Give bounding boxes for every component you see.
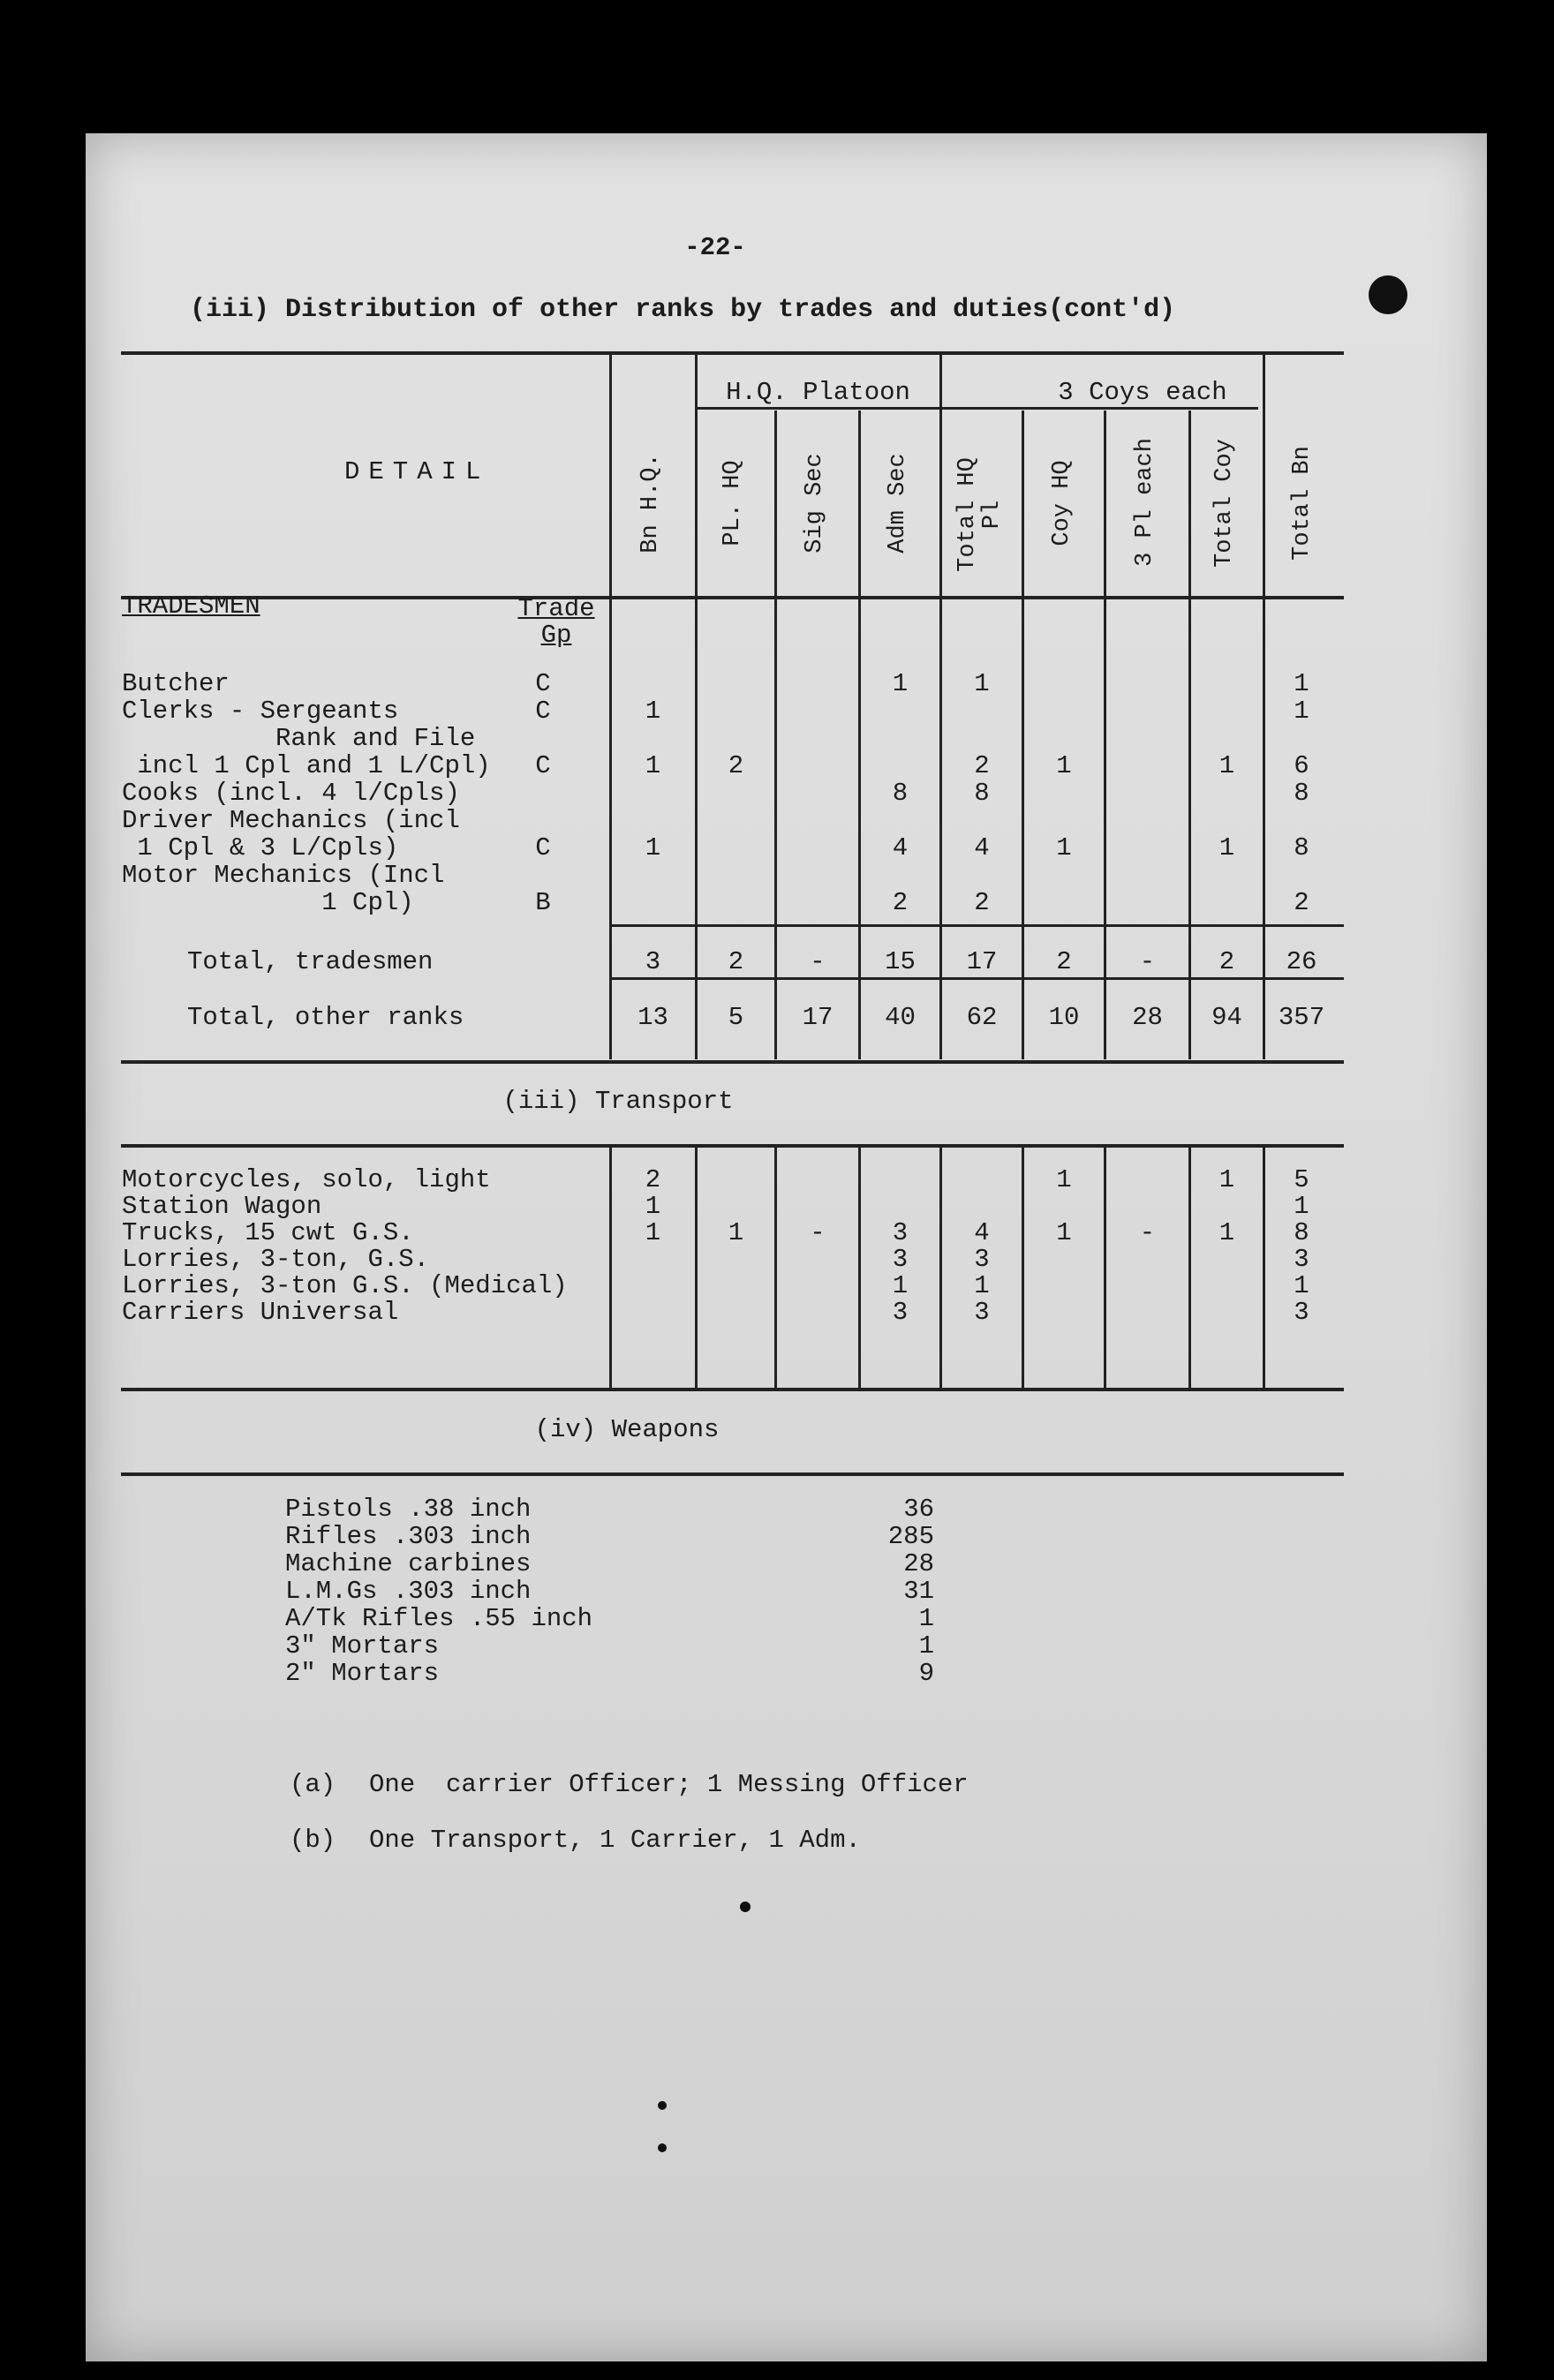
weapon-count: 28 <box>903 1549 934 1578</box>
total-tradesmen-cell: 2 <box>728 947 744 976</box>
table-cell: 1 <box>1294 669 1309 698</box>
transport-cell: 1 <box>1056 1165 1072 1194</box>
weapons-heading: (iv) Weapons <box>534 1415 720 1444</box>
col-header-coy-hq: Coy HQ <box>1049 460 1075 546</box>
weapon-label: Pistols .38 inch <box>285 1495 532 1524</box>
table-cell: 1 <box>974 669 990 698</box>
total-tradesmen-cell: 26 <box>1286 947 1317 976</box>
transport-cell: - <box>810 1218 826 1247</box>
col-header-total-hq-pl: Total HQ Pl <box>954 457 1006 572</box>
transport-cell: 8 <box>1294 1218 1309 1247</box>
transport-cell: 4 <box>974 1218 990 1247</box>
transport-cell: 3 <box>974 1245 990 1274</box>
transport-cell: 1 <box>892 1271 909 1300</box>
transport-cell: 1 <box>645 1218 661 1247</box>
table-cell: 1 <box>1218 833 1235 862</box>
col-header-3-pl-each: 3 Pl each <box>1132 438 1158 567</box>
weapon-label: 3" Mortars <box>285 1631 440 1661</box>
coys-header: 3 Coys each <box>1058 378 1227 407</box>
total-other-ranks-label: Total, other ranks <box>187 1003 464 1032</box>
transport-cell: 1 <box>1056 1218 1072 1247</box>
transport-cell: - <box>1139 1218 1156 1247</box>
transport-col-line-7 <box>1104 1148 1106 1388</box>
table-cell: 1 <box>645 697 661 726</box>
table-cell: 4 <box>892 833 909 862</box>
transport-label: Trucks, 15 cwt G.S. <box>122 1218 414 1247</box>
table-cell: 1 <box>1294 697 1309 726</box>
col-header-sig-sec: Sig Sec <box>802 453 828 554</box>
row-label: 1 Cpl & 3 L/Cpls) <box>122 833 399 862</box>
total-tradesmen-cell: 3 <box>645 947 661 976</box>
table-cell: 2 <box>728 751 744 780</box>
weapon-label: A/Tk Rifles .55 inch <box>285 1604 593 1633</box>
table-top-rule <box>121 351 1344 355</box>
transport-cell: 3 <box>892 1245 909 1274</box>
transport-label: Motorcycles, solo, light <box>122 1165 491 1194</box>
table-cell: 8 <box>1294 779 1309 808</box>
weapon-label: 2" Mortars <box>285 1659 440 1688</box>
weapon-count: 31 <box>903 1577 934 1606</box>
col-header-bn-hq: Bn H.Q. <box>637 453 664 554</box>
weapon-count: 36 <box>903 1495 934 1524</box>
total-tradesmen-cell: 2 <box>1056 947 1072 976</box>
section-heading: (iii) Distribution of other ranks by trades and duties(cont'd) <box>190 295 1176 325</box>
transport-cell: 2 <box>645 1165 661 1194</box>
col-header-adm-sec: Adm Sec <box>885 453 911 554</box>
total-tradesmen-cell: - <box>810 947 826 976</box>
page-number: -22- <box>684 233 746 262</box>
transport-cell: 3 <box>892 1298 909 1327</box>
table-cell: 1 <box>1056 833 1072 862</box>
group-header-underline <box>697 407 1258 410</box>
row-label: Motor Mechanics (Incl <box>122 861 445 890</box>
table-cell: 2 <box>974 751 990 780</box>
punch-hole-mark <box>1369 275 1407 314</box>
weapons-rule <box>121 1472 1344 1476</box>
trade-gp: C <box>535 833 551 862</box>
table-cell: 1 <box>892 669 909 698</box>
col-header-pl-hq: PL. HQ <box>720 460 746 546</box>
table-cell: 2 <box>892 888 909 917</box>
total-tradesmen-cell: - <box>1139 947 1156 976</box>
transport-cell: 1 <box>645 1192 661 1221</box>
transport-bottom-rule <box>121 1388 1344 1391</box>
total-other-ranks-cell: 13 <box>637 1003 668 1032</box>
row-label: Driver Mechanics (incl <box>122 806 460 835</box>
table-cell: 1 <box>1056 751 1072 780</box>
ink-spot <box>658 2143 667 2152</box>
transport-label: Lorries, 3-ton G.S. (Medical) <box>122 1271 568 1300</box>
total-tradesmen-label: Total, tradesmen <box>187 947 434 976</box>
tradesmen-total-rule <box>611 924 1344 927</box>
weapon-label: Machine carbines <box>285 1549 532 1578</box>
table-cell: 8 <box>1294 833 1309 862</box>
transport-cell: 1 <box>728 1218 744 1247</box>
table-cell: 1 <box>645 751 661 780</box>
transport-label: Carriers Universal <box>122 1298 399 1327</box>
trade-gp: C <box>535 697 551 726</box>
trade-gp-label: Trade Gp <box>517 594 595 650</box>
weapon-count: 1 <box>918 1604 934 1633</box>
note-b-key: (b) <box>290 1826 336 1855</box>
weapon-count: 285 <box>887 1522 934 1551</box>
table-cell: 1 <box>1218 751 1235 780</box>
row-label: Cooks (incl. 4 l/Cpls) <box>122 779 460 808</box>
table-cell: 8 <box>974 779 990 808</box>
trade-gp: C <box>535 751 551 780</box>
transport-cell: 1 <box>1294 1271 1309 1300</box>
detail-label: DETAIL <box>344 457 490 486</box>
col-header-total-coy: Total Coy <box>1211 439 1238 568</box>
total-tradesmen-cell: 17 <box>966 947 998 976</box>
transport-cell: 3 <box>892 1218 909 1247</box>
table-cell: 2 <box>1294 888 1309 917</box>
transport-label: Lorries, 3-ton, G.S. <box>122 1245 430 1274</box>
table-cell: 6 <box>1294 751 1309 780</box>
transport-cell: 5 <box>1294 1165 1309 1194</box>
note-b-text: One Transport, 1 Carrier, 1 Adm. <box>369 1826 861 1855</box>
row-label: incl 1 Cpl and 1 L/Cpl) <box>122 751 491 780</box>
transport-cell: 1 <box>1218 1165 1235 1194</box>
transport-cell: 3 <box>1294 1298 1309 1327</box>
total-other-ranks-cell: 40 <box>885 1003 916 1032</box>
weapon-label: Rifles .303 inch <box>285 1522 532 1551</box>
transport-col-line-2 <box>695 1148 698 1388</box>
transport-label: Station Wagon <box>122 1192 322 1221</box>
table-cell: 1 <box>645 833 661 862</box>
transport-cell: 1 <box>1218 1218 1235 1247</box>
total-other-ranks-cell: 94 <box>1211 1003 1242 1032</box>
total-other-ranks-cell: 357 <box>1278 1003 1325 1032</box>
transport-cell: 3 <box>1294 1245 1309 1274</box>
transport-top-rule <box>121 1144 1344 1148</box>
total-other-ranks-cell: 17 <box>802 1003 834 1032</box>
row-label: Clerks - Sergeants <box>122 697 399 726</box>
trade-gp: B <box>535 888 551 917</box>
row-label: Butcher <box>122 669 230 698</box>
hq-platoon-header: H.Q. Platoon <box>726 378 910 407</box>
weapon-count: 9 <box>918 1659 934 1688</box>
transport-cell: 3 <box>974 1298 990 1327</box>
header-bottom-rule <box>121 596 1344 599</box>
row-label: Rank and File <box>122 724 476 753</box>
transport-heading: (iii) Transport <box>502 1087 734 1116</box>
transport-cell: 1 <box>974 1271 990 1300</box>
other-ranks-rule <box>611 977 1344 980</box>
table-cell: 2 <box>974 888 990 917</box>
note-a-key: (a) <box>290 1770 336 1799</box>
note-a-text: One carrier Officer; 1 Messing Officer <box>369 1770 969 1799</box>
row-label: 1 Cpl) <box>122 888 414 917</box>
table-bottom-rule <box>121 1060 1344 1064</box>
col-header-total-bn: Total Bn <box>1289 446 1316 561</box>
total-tradesmen-cell: 2 <box>1218 947 1235 976</box>
total-other-ranks-cell: 28 <box>1132 1003 1163 1032</box>
total-other-ranks-cell: 62 <box>966 1003 998 1032</box>
transport-col-line-3 <box>774 1148 777 1388</box>
ink-spot <box>740 1902 751 1912</box>
tradesmen-label: TRADESMEN <box>122 591 260 621</box>
transport-cell: 1 <box>1294 1192 1309 1221</box>
total-tradesmen-cell: 15 <box>885 947 916 976</box>
weapon-label: L.M.Gs .303 inch <box>285 1577 532 1606</box>
ink-spot <box>658 2101 667 2110</box>
table-cell: 4 <box>974 833 990 862</box>
weapon-count: 1 <box>918 1631 934 1661</box>
total-other-ranks-cell: 5 <box>728 1003 744 1032</box>
trade-gp: C <box>535 669 551 698</box>
total-other-ranks-cell: 10 <box>1048 1003 1080 1032</box>
table-cell: 8 <box>892 779 909 808</box>
